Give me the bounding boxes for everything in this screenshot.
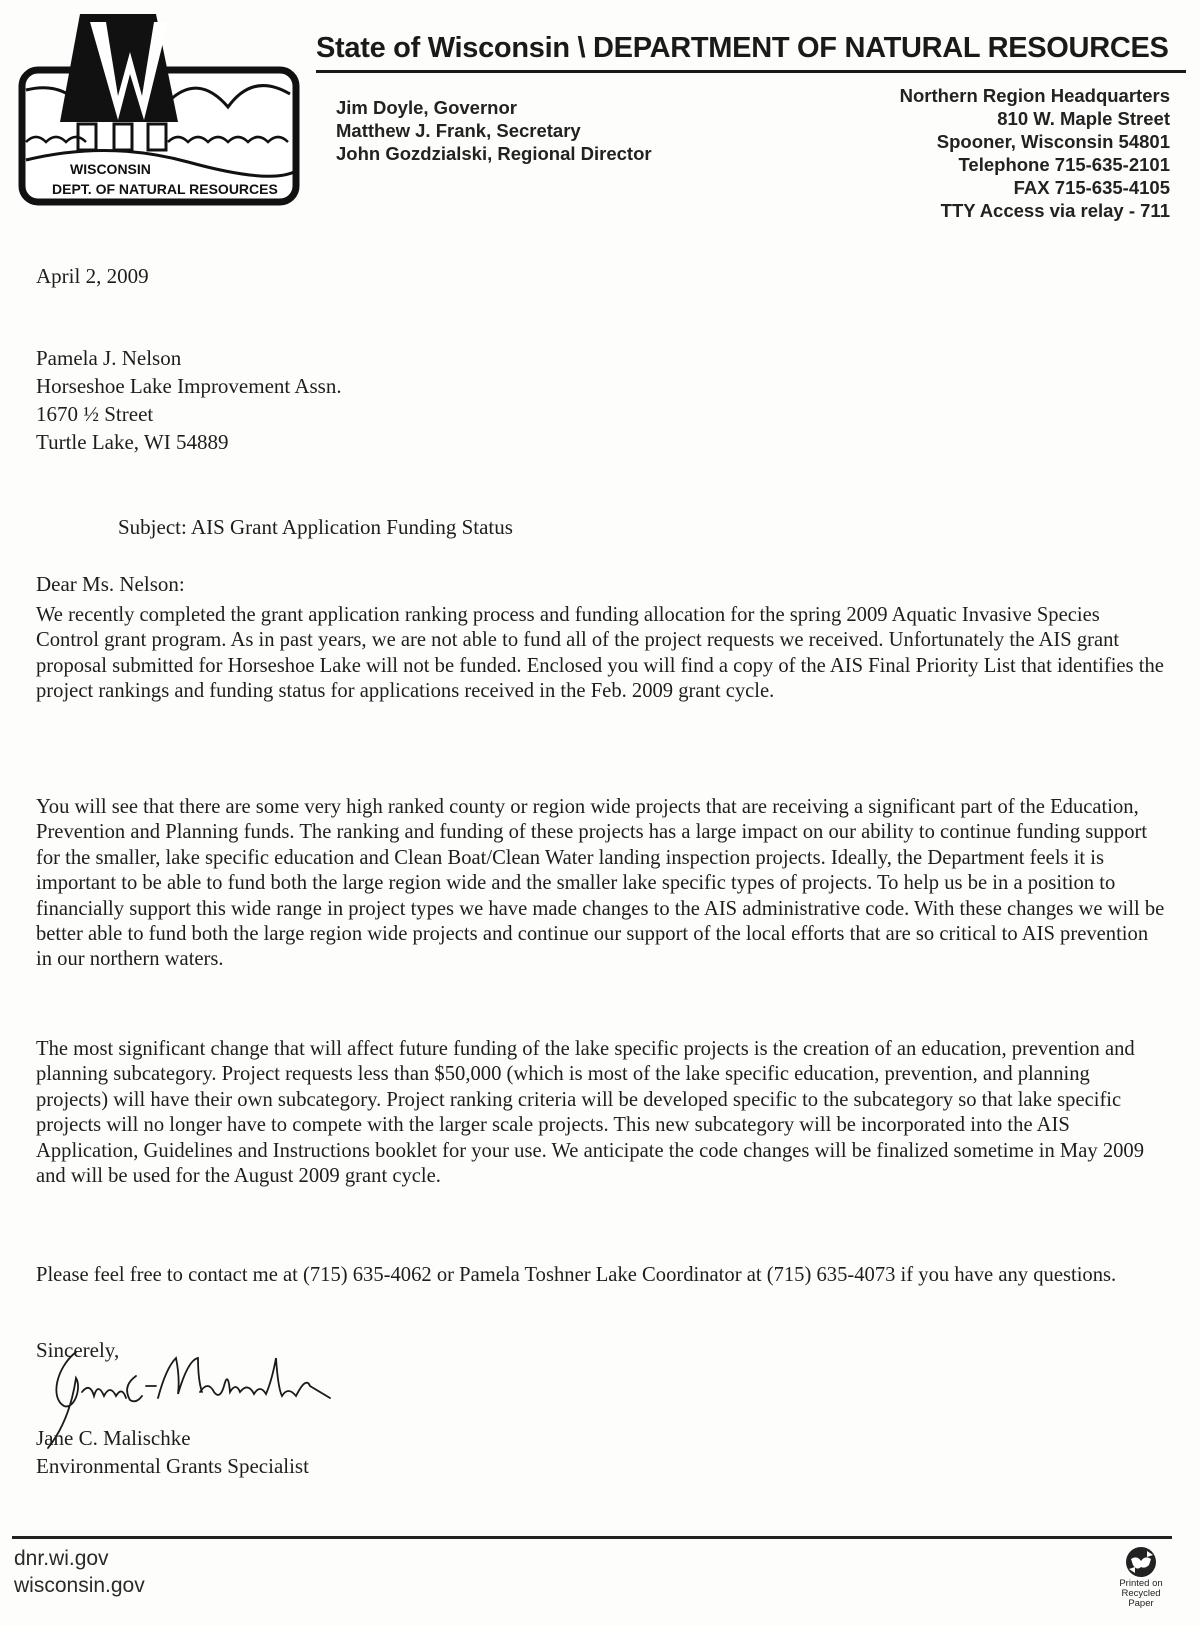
letterhead-divider bbox=[316, 70, 1186, 73]
body-paragraph-2: You will see that there are some very high ranked county or region wide projects that are receiving a significant part of the Education, Prevention and Planning funds. The ranking and funding of these projects has a large impact on our ability to continue funding support for the smaller, lake specific education and Clean Boat/Clean Water landing inspection projects. Ideally, the Department feels it is important to be able to fund both the large region wide and the smaller lake specific types of projects. To help us be in a position to financially support this wide range in project types we have made changes to the AIS administrative code. With these changes we will be better able to fund both the large region wide projects and continue our support of the local efforts that are so critical to AIS prevention in our northern waters. bbox=[36, 796, 1165, 971]
footer-link-dnr[interactable]: dnr.wi.gov bbox=[14, 1547, 109, 1570]
office-fax: FAX 715-635-4105 bbox=[1013, 177, 1170, 198]
recipient-city: Turtle Lake, WI 54889 bbox=[36, 430, 229, 454]
logo-line2: DEPT. OF NATURAL RESOURCES bbox=[52, 181, 278, 197]
body-paragraph-4: Please feel free to contact me at (715) 635-4062 or Pamela Toshner Lake Coordinator at (715) 635-4073 if you have any questions. bbox=[36, 1264, 1117, 1286]
wisconsin-dnr-logo-icon bbox=[18, 12, 302, 208]
recycle-caption bbox=[1110, 1579, 1172, 1609]
office-name: Northern Region Headquarters bbox=[899, 85, 1170, 106]
recipient-name: Pamela J. Nelson bbox=[36, 346, 182, 370]
closing: Sincerely, bbox=[36, 1338, 120, 1362]
recycle-caption-line2: Recycled bbox=[1121, 1588, 1161, 1599]
footer-divider bbox=[12, 1536, 1172, 1539]
body-paragraph-3: The most significant change that will affect future funding of the lake specific projects is the creation of an education, prevention and planning subcategory. Project requests less than $50,000 (which is most of the lake specific education, prevention, and planning projects) will have their own subcategory. Project ranking criteria will be developed specific to the subcategory so that lake specific projects will no longer have to compete with the larger scale projects. This new subcategory will be incorporated into the AIS Application, Guidelines and Instructions booklet for your use. We anticipate the code changes will be finalized sometime in May 2009 and will be used for the August 2009 grant cycle. bbox=[36, 1038, 1145, 1188]
salutation: Dear Ms. Nelson: bbox=[36, 572, 185, 596]
letter-date: April 2, 2009 bbox=[36, 264, 149, 288]
body-paragraph-1: We recently completed the grant application ranking process and funding allocation for the spring 2009 Aquatic Invasive Species Control grant program. As in past years, we are not able to fund all of the project requests we received. Unfortunately the AIS grant proposal submitted for Horseshoe Lake will not be funded. Enclosed you will find a copy of the AIS Final Priority List that identifies the project rankings and funding status for applications received in the Feb. 2009 grant cycle. bbox=[36, 604, 1164, 703]
recycle-caption-line1: Printed on bbox=[1119, 1578, 1163, 1589]
footer-links bbox=[14, 1545, 145, 1599]
recipient-address bbox=[36, 344, 342, 456]
office-telephone: Telephone 715-635-2101 bbox=[958, 154, 1170, 175]
official-governor: Jim Doyle, Governor bbox=[336, 97, 517, 118]
official-secretary: Matthew J. Frank, Secretary bbox=[336, 120, 581, 141]
officials-list bbox=[336, 96, 652, 165]
office-city: Spooner, Wisconsin 54801 bbox=[936, 131, 1170, 152]
footer-link-wisconsin[interactable]: wisconsin.gov bbox=[14, 1574, 145, 1597]
recycle-caption-line3: Paper bbox=[1128, 1598, 1154, 1609]
office-address-block bbox=[900, 84, 1170, 222]
official-regional-director: John Gozdzialski, Regional Director bbox=[336, 143, 652, 164]
recipient-street: 1670 ½ Street bbox=[36, 402, 154, 426]
signer-name: Jane C. Malischke bbox=[36, 1426, 191, 1450]
recycled-paper-badge bbox=[1110, 1545, 1172, 1609]
letterhead-title: State of Wisconsin \ DEPARTMENT OF NATURAL RESOURCES bbox=[316, 32, 1169, 64]
signer-title: Environmental Grants Specialist bbox=[36, 1454, 309, 1478]
signer-block bbox=[36, 1424, 309, 1480]
office-street: 810 W. Maple Street bbox=[997, 108, 1170, 129]
office-tty: TTY Access via relay - 711 bbox=[940, 200, 1170, 221]
letter-subject: Subject: AIS Grant Application Funding Status bbox=[118, 515, 513, 539]
logo-line1: WISCONSIN bbox=[70, 161, 151, 177]
recycle-icon bbox=[1123, 1545, 1159, 1579]
recipient-organization: Horseshoe Lake Improvement Assn. bbox=[36, 374, 342, 398]
